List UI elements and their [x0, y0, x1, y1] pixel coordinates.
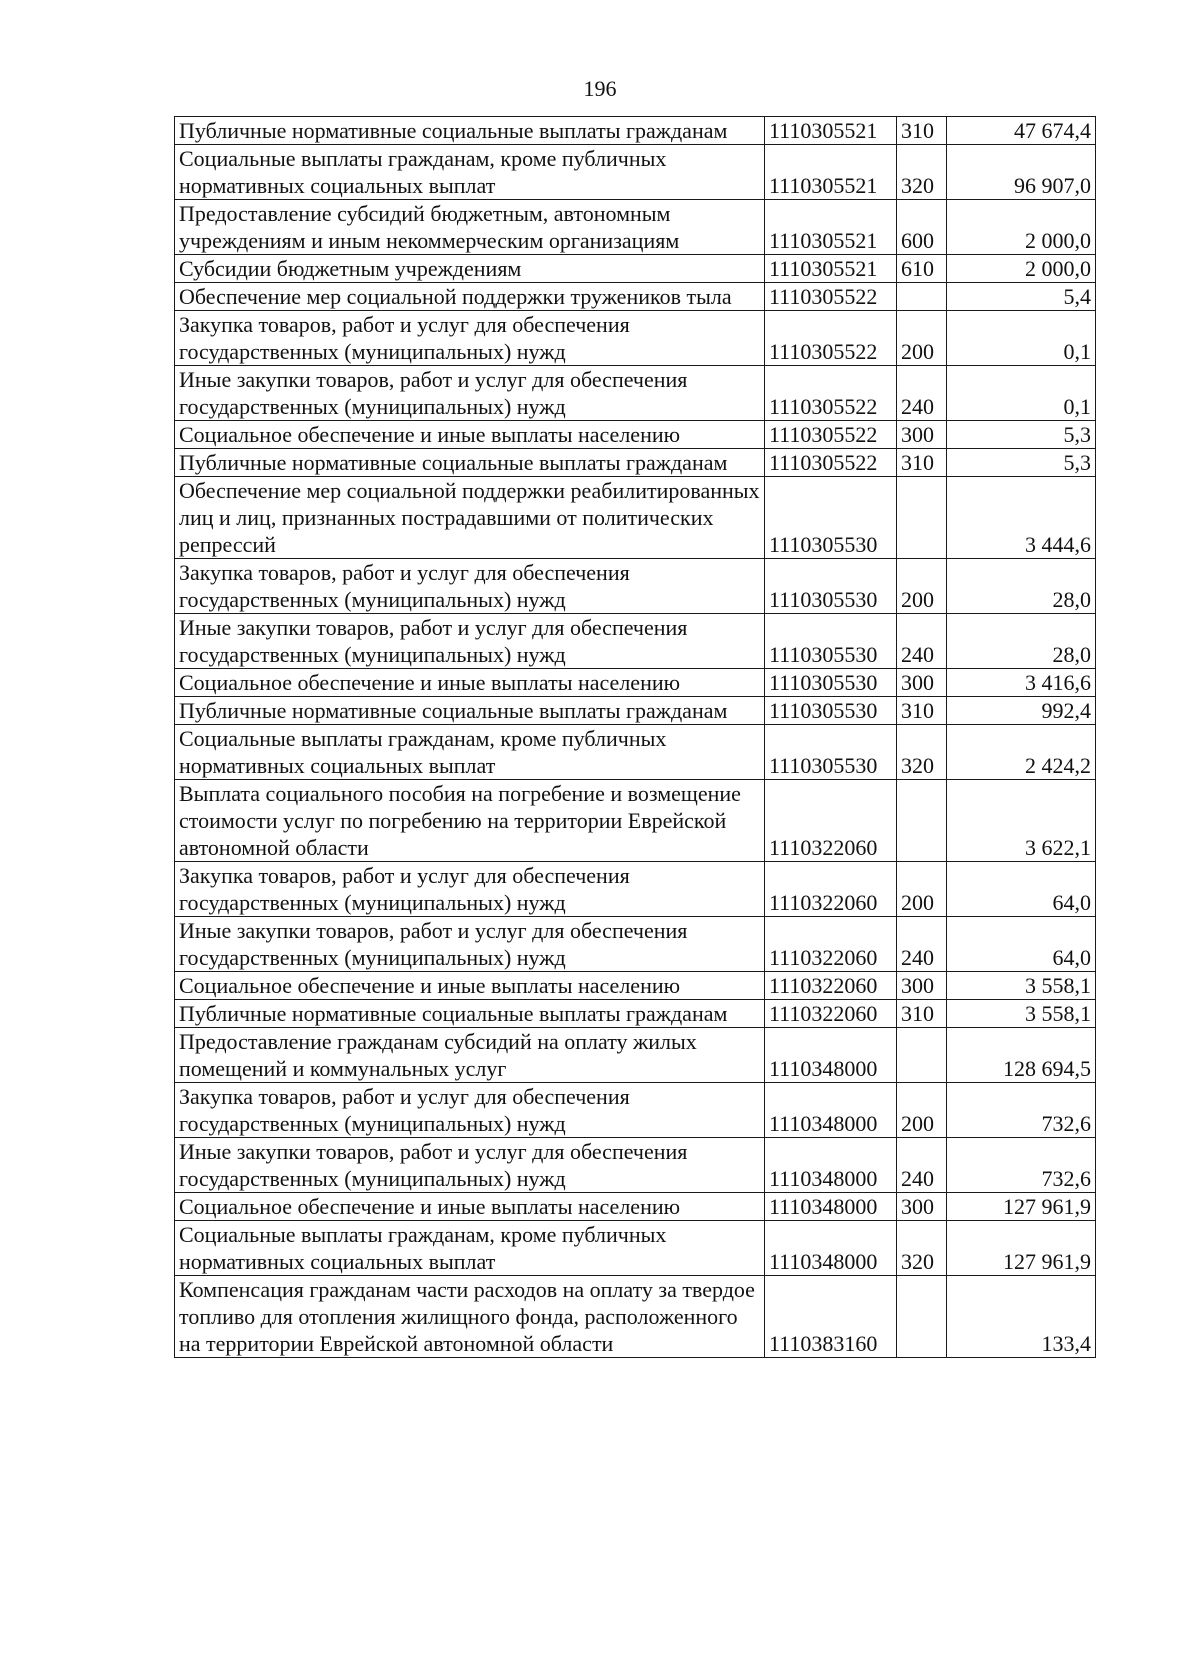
target-article-code: 1110305530	[765, 614, 897, 669]
row-description: Социальное обеспечение и иные выплаты населению	[175, 669, 765, 697]
expense-type-code: 240	[897, 917, 947, 972]
amount: 47 674,4	[947, 117, 1096, 145]
table-row	[175, 1221, 1096, 1276]
table-row	[175, 1083, 1096, 1138]
table-row	[175, 1276, 1096, 1358]
expense-type-code: 320	[897, 145, 947, 200]
table-row	[175, 449, 1096, 477]
table-row	[175, 145, 1096, 200]
budget-table	[174, 116, 1096, 1358]
amount: 992,4	[947, 697, 1096, 725]
amount: 64,0	[947, 917, 1096, 972]
table-row	[175, 697, 1096, 725]
amount: 2 424,2	[947, 725, 1096, 780]
row-description: Обеспечение мер социальной поддержки реабилитированных лиц и лиц, признанных пострадавшими от политических репрессий	[175, 477, 765, 559]
target-article-code: 1110305522	[765, 283, 897, 311]
row-description: Социальные выплаты гражданам, кроме публичных нормативных социальных выплат	[175, 145, 765, 200]
target-article-code: 1110383160	[765, 1276, 897, 1358]
row-description: Социальное обеспечение и иные выплаты населению	[175, 972, 765, 1000]
table-row	[175, 780, 1096, 862]
table-row	[175, 917, 1096, 972]
row-description: Публичные нормативные социальные выплаты гражданам	[175, 697, 765, 725]
row-description: Закупка товаров, работ и услуг для обеспечения государственных (муниципальных) нужд	[175, 862, 765, 917]
amount: 3 558,1	[947, 972, 1096, 1000]
table-row	[175, 1000, 1096, 1028]
target-article-code: 1110322060	[765, 862, 897, 917]
table-row	[175, 669, 1096, 697]
expense-type-code: 200	[897, 559, 947, 614]
amount: 96 907,0	[947, 145, 1096, 200]
table-row	[175, 614, 1096, 669]
budget-table-body	[175, 117, 1096, 1358]
expense-type-code: 320	[897, 1221, 947, 1276]
target-article-code: 1110305530	[765, 697, 897, 725]
amount: 3 622,1	[947, 780, 1096, 862]
row-description: Иные закупки товаров, работ и услуг для обеспечения государственных (муниципальных) нужд	[175, 366, 765, 421]
target-article-code: 1110305530	[765, 725, 897, 780]
row-description: Социальное обеспечение и иные выплаты населению	[175, 1193, 765, 1221]
expense-type-code: 320	[897, 725, 947, 780]
expense-type-code: 200	[897, 1083, 947, 1138]
table-row	[175, 255, 1096, 283]
row-description: Предоставление гражданам субсидий на оплату жилых помещений и коммунальных услуг	[175, 1028, 765, 1083]
expense-type-code: 300	[897, 421, 947, 449]
amount: 732,6	[947, 1138, 1096, 1193]
target-article-code: 1110305521	[765, 145, 897, 200]
page-number: 196	[583, 76, 617, 101]
table-row	[175, 725, 1096, 780]
row-description: Социальные выплаты гражданам, кроме публичных нормативных социальных выплат	[175, 725, 765, 780]
target-article-code: 1110305530	[765, 477, 897, 559]
expense-type-code	[897, 283, 947, 311]
target-article-code: 1110348000	[765, 1221, 897, 1276]
table-row	[175, 421, 1096, 449]
row-description: Обеспечение мер социальной поддержки тружеников тыла	[175, 283, 765, 311]
target-article-code: 1110322060	[765, 972, 897, 1000]
expense-type-code	[897, 780, 947, 862]
target-article-code: 1110322060	[765, 1000, 897, 1028]
amount: 5,4	[947, 283, 1096, 311]
target-article-code: 1110348000	[765, 1138, 897, 1193]
expense-type-code: 240	[897, 1138, 947, 1193]
amount: 133,4	[947, 1276, 1096, 1358]
target-article-code: 1110305521	[765, 200, 897, 255]
row-description: Иные закупки товаров, работ и услуг для обеспечения государственных (муниципальных) нужд	[175, 614, 765, 669]
amount: 0,1	[947, 311, 1096, 366]
expense-type-code: 310	[897, 117, 947, 145]
table-row	[175, 1193, 1096, 1221]
target-article-code: 1110305522	[765, 421, 897, 449]
target-article-code: 1110305530	[765, 559, 897, 614]
table-row	[175, 366, 1096, 421]
amount: 732,6	[947, 1083, 1096, 1138]
row-description: Публичные нормативные социальные выплаты гражданам	[175, 117, 765, 145]
expense-type-code: 240	[897, 614, 947, 669]
amount: 28,0	[947, 614, 1096, 669]
amount: 127 961,9	[947, 1221, 1096, 1276]
amount: 2 000,0	[947, 200, 1096, 255]
row-description: Выплата социального пособия на погребение и возмещение стоимости услуг по погребению на территории Еврейской автономной области	[175, 780, 765, 862]
target-article-code: 1110305530	[765, 669, 897, 697]
target-article-code: 1110348000	[765, 1193, 897, 1221]
row-description: Закупка товаров, работ и услуг для обеспечения государственных (муниципальных) нужд	[175, 559, 765, 614]
target-article-code: 1110305521	[765, 117, 897, 145]
table-row	[175, 283, 1096, 311]
row-description: Закупка товаров, работ и услуг для обеспечения государственных (муниципальных) нужд	[175, 1083, 765, 1138]
row-description: Компенсация гражданам части расходов на оплату за твердое топливо для отопления жилищного фонда, расположенного на территории Еврейской автономной области	[175, 1276, 765, 1358]
target-article-code: 1110305522	[765, 366, 897, 421]
table-row	[175, 200, 1096, 255]
table-row	[175, 559, 1096, 614]
amount: 2 000,0	[947, 255, 1096, 283]
expense-type-code: 300	[897, 1193, 947, 1221]
amount: 28,0	[947, 559, 1096, 614]
row-description: Социальное обеспечение и иные выплаты населению	[175, 421, 765, 449]
row-description: Иные закупки товаров, работ и услуг для обеспечения государственных (муниципальных) нужд	[175, 917, 765, 972]
row-description: Иные закупки товаров, работ и услуг для обеспечения государственных (муниципальных) нужд	[175, 1138, 765, 1193]
expense-type-code: 610	[897, 255, 947, 283]
amount: 0,1	[947, 366, 1096, 421]
amount: 3 416,6	[947, 669, 1096, 697]
row-description: Социальные выплаты гражданам, кроме публичных нормативных социальных выплат	[175, 1221, 765, 1276]
expense-type-code: 300	[897, 972, 947, 1000]
expense-type-code: 200	[897, 862, 947, 917]
expense-type-code	[897, 477, 947, 559]
table-row	[175, 1028, 1096, 1083]
row-description: Субсидии бюджетным учреждениям	[175, 255, 765, 283]
amount: 127 961,9	[947, 1193, 1096, 1221]
amount: 3 558,1	[947, 1000, 1096, 1028]
table-row	[175, 311, 1096, 366]
expense-type-code: 310	[897, 449, 947, 477]
target-article-code: 1110305522	[765, 449, 897, 477]
table-row	[175, 862, 1096, 917]
expense-type-code: 310	[897, 1000, 947, 1028]
row-description: Публичные нормативные социальные выплаты гражданам	[175, 449, 765, 477]
table-row	[175, 117, 1096, 145]
table-row	[175, 1138, 1096, 1193]
expense-type-code	[897, 1276, 947, 1358]
table-row	[175, 477, 1096, 559]
target-article-code: 1110305522	[765, 311, 897, 366]
target-article-code: 1110348000	[765, 1083, 897, 1138]
expense-type-code: 240	[897, 366, 947, 421]
amount: 64,0	[947, 862, 1096, 917]
row-description: Закупка товаров, работ и услуг для обеспечения государственных (муниципальных) нужд	[175, 311, 765, 366]
target-article-code: 1110348000	[765, 1028, 897, 1083]
target-article-code: 1110322060	[765, 780, 897, 862]
target-article-code: 1110322060	[765, 917, 897, 972]
amount: 5,3	[947, 449, 1096, 477]
expense-type-code: 600	[897, 200, 947, 255]
target-article-code: 1110305521	[765, 255, 897, 283]
row-description: Публичные нормативные социальные выплаты гражданам	[175, 1000, 765, 1028]
amount: 3 444,6	[947, 477, 1096, 559]
amount: 5,3	[947, 421, 1096, 449]
expense-type-code: 300	[897, 669, 947, 697]
row-description: Предоставление субсидий бюджетным, автономным учреждениям и иным некоммерческим организациям	[175, 200, 765, 255]
amount: 128 694,5	[947, 1028, 1096, 1083]
expense-type-code: 310	[897, 697, 947, 725]
table-row	[175, 972, 1096, 1000]
expense-type-code	[897, 1028, 947, 1083]
expense-type-code: 200	[897, 311, 947, 366]
